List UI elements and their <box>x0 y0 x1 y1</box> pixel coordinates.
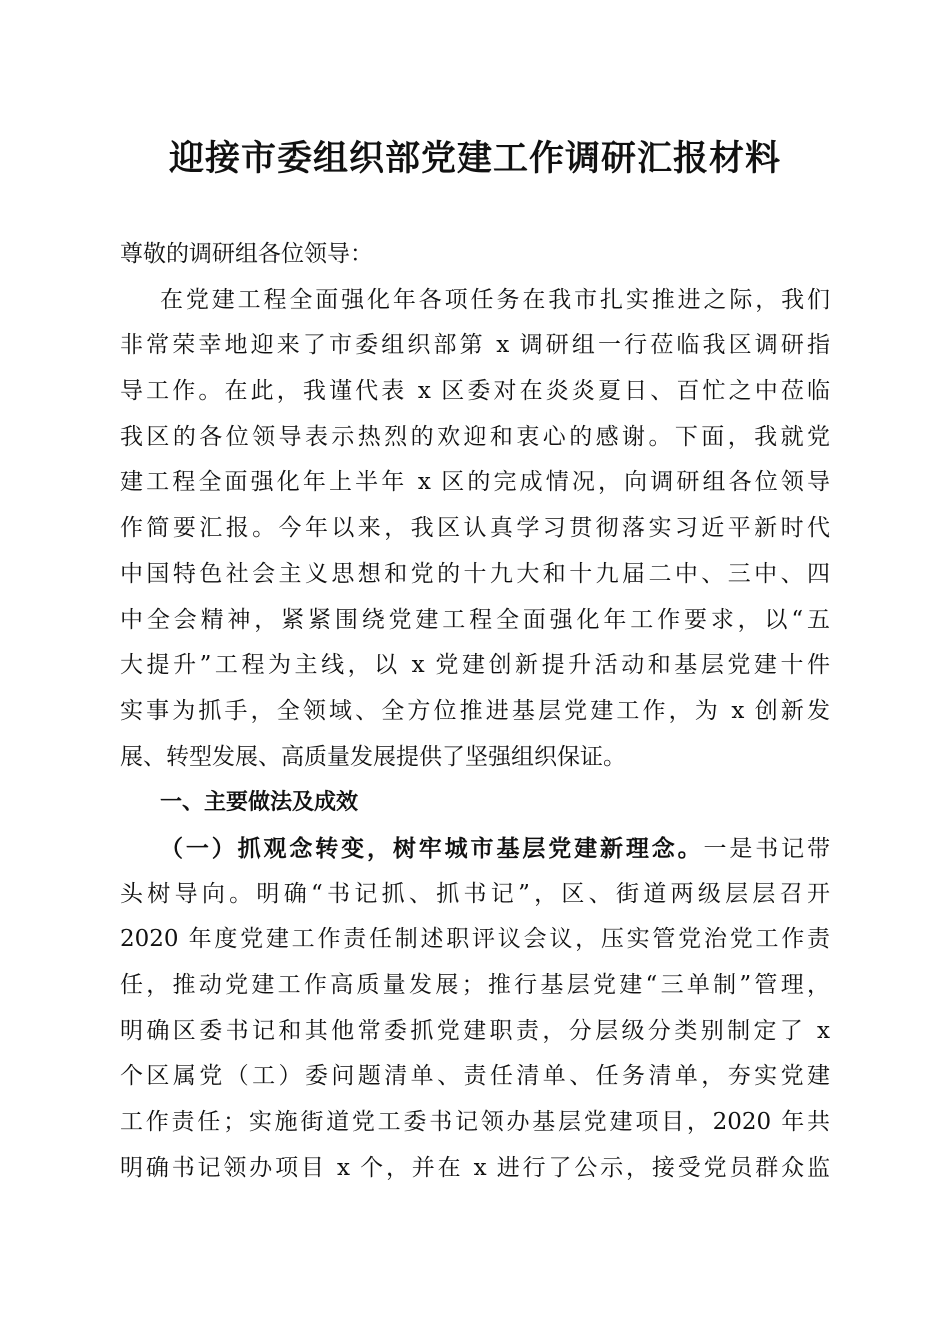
paragraph-line: 作简要汇报。今年以来，我区认真学习贯彻落实习近平新时代 <box>120 515 830 542</box>
document-title: 迎接市委组织部党建工作调研汇报材料 <box>168 138 781 179</box>
salutation: 尊敬的调研组各位领导： <box>120 241 373 267</box>
paragraph-line: 我区的各位领导表示热烈的欢迎和衷心的感谢。下面，我就党 <box>120 423 830 450</box>
paragraph-line <box>120 826 830 872</box>
paragraph-line: 导工作。在此，我谨代表 x 区委对在炎炎夏日、百忙之中莅临 <box>120 378 830 405</box>
paragraph-line: 个区属党（工）委问题清单、责任清单、任务清单，夯实党建 <box>120 1063 830 1090</box>
subsection-heading: （一）抓观念转变，树牢城市基层党建新理念。 <box>160 834 704 862</box>
paragraph-line: 非常荣幸地迎来了市委组织部第 x 调研组一行莅临我区调研指 <box>120 332 830 359</box>
paragraph-line: 明确区委书记和其他常委抓党建职责，分层级分类别制定了 x <box>120 1017 830 1044</box>
section-paragraph <box>120 826 830 1192</box>
paragraph-line: 任，推动党建工作高质量发展；推行基层党建“三单制”管理， <box>120 972 830 998</box>
document-body <box>120 232 830 1191</box>
section-heading: 一、主要做法及成效 <box>160 790 359 816</box>
intro-paragraph <box>120 278 830 781</box>
paragraph-line: 大提升”工程为主线，以 x 党建创新提升活动和基层党建十件 <box>120 652 830 679</box>
paragraph-line: 工作责任；实施街道党工委书记领办基层党建项目，2020 年共 <box>120 1109 830 1136</box>
paragraph-line: 中全会精神，紧紧围绕党建工程全面强化年工作要求，以“五 <box>120 606 830 633</box>
paragraph-line: 中国特色社会主义思想和党的十九大和十九届二中、三中、四 <box>120 560 830 587</box>
paragraph-line: 实事为抓手，全领域、全方位推进基层党建工作，为 x 创新发 <box>120 697 830 724</box>
paragraph-line: 明确书记领办项目 x 个，并在 x 进行了公示，接受党员群众监 <box>120 1154 830 1181</box>
subsection-text: 一是书记带 <box>703 835 830 862</box>
paragraph-line: 建工程全面强化年上半年 x 区的完成情况，向调研组各位领导 <box>120 469 830 496</box>
paragraph-line: 2020 年度党建工作责任制述职评议会议，压实管党治党工作责 <box>120 926 830 953</box>
paragraph-line: 在党建工程全面强化年各项任务在我市扎实推进之际，我们 <box>160 286 830 313</box>
paragraph-line: 展、转型发展、高质量发展提供了坚强组织保证。 <box>120 743 626 770</box>
paragraph-line: 头树导向。明确“书记抓、抓书记”，区、街道两级层层召开 <box>120 880 830 907</box>
